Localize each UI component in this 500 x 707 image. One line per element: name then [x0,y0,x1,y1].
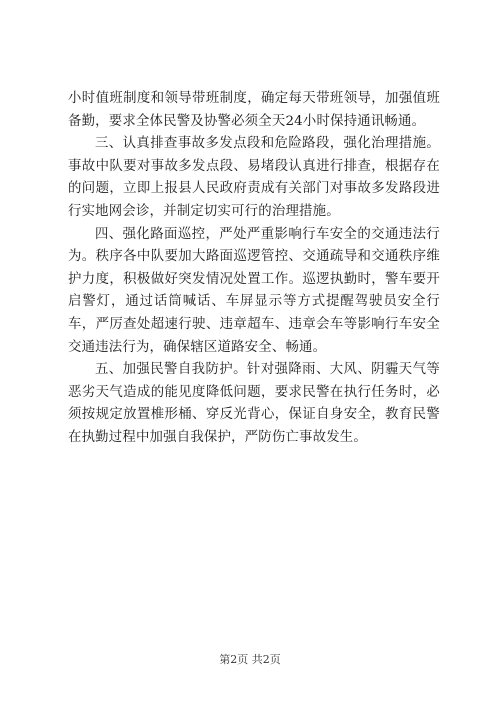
paragraph-continuation: 小时值班制度和领导带班制度，确定每天带班领导，加强值班备勤，要求全体民警及协警必须全天24小时保持通讯畅通。 [68,91,440,129]
paragraph-section-four: 四、强化路面巡控，严处严重影响行车安全的交通违法行为。秩序各中队要加大路面巡逻管控、交通疏导和交通秩序维护力度，积极做好突发情况处置工作。巡逻执勤时，警车要开启警灯，通过话筒喊话、车屏显示等方式提醒驾驶员安全行车，严厉查处超速行驶、违章超车、违章会车等影响行车安全交通违法行为，确保辖区道路安全、畅通。 [68,226,440,355]
paragraph-section-three: 三、认真排查事故多发点段和危险路段，强化治理措施。事故中队要对事故多发点段、易堵段认真进行排查，根据存在的问题，立即上报县人民政府责成有关部门对事故多发路段进行实地网会诊，并制定切实可行的治理措施。 [68,136,440,219]
document-body [68,88,440,450]
page-number-footer: 第2页 共2页 [219,653,281,666]
paragraph-section-five: 五、加强民警自我防护。针对强降雨、大风、阴霾天气等恶劣天气造成的能见度降低问题，要求民警在执行任务时，必须按规定放置椎形桶、穿反光背心，保证自身安全，教育民警在执勤过程中加强自我保护，严防伤亡事故发生。 [68,362,440,445]
